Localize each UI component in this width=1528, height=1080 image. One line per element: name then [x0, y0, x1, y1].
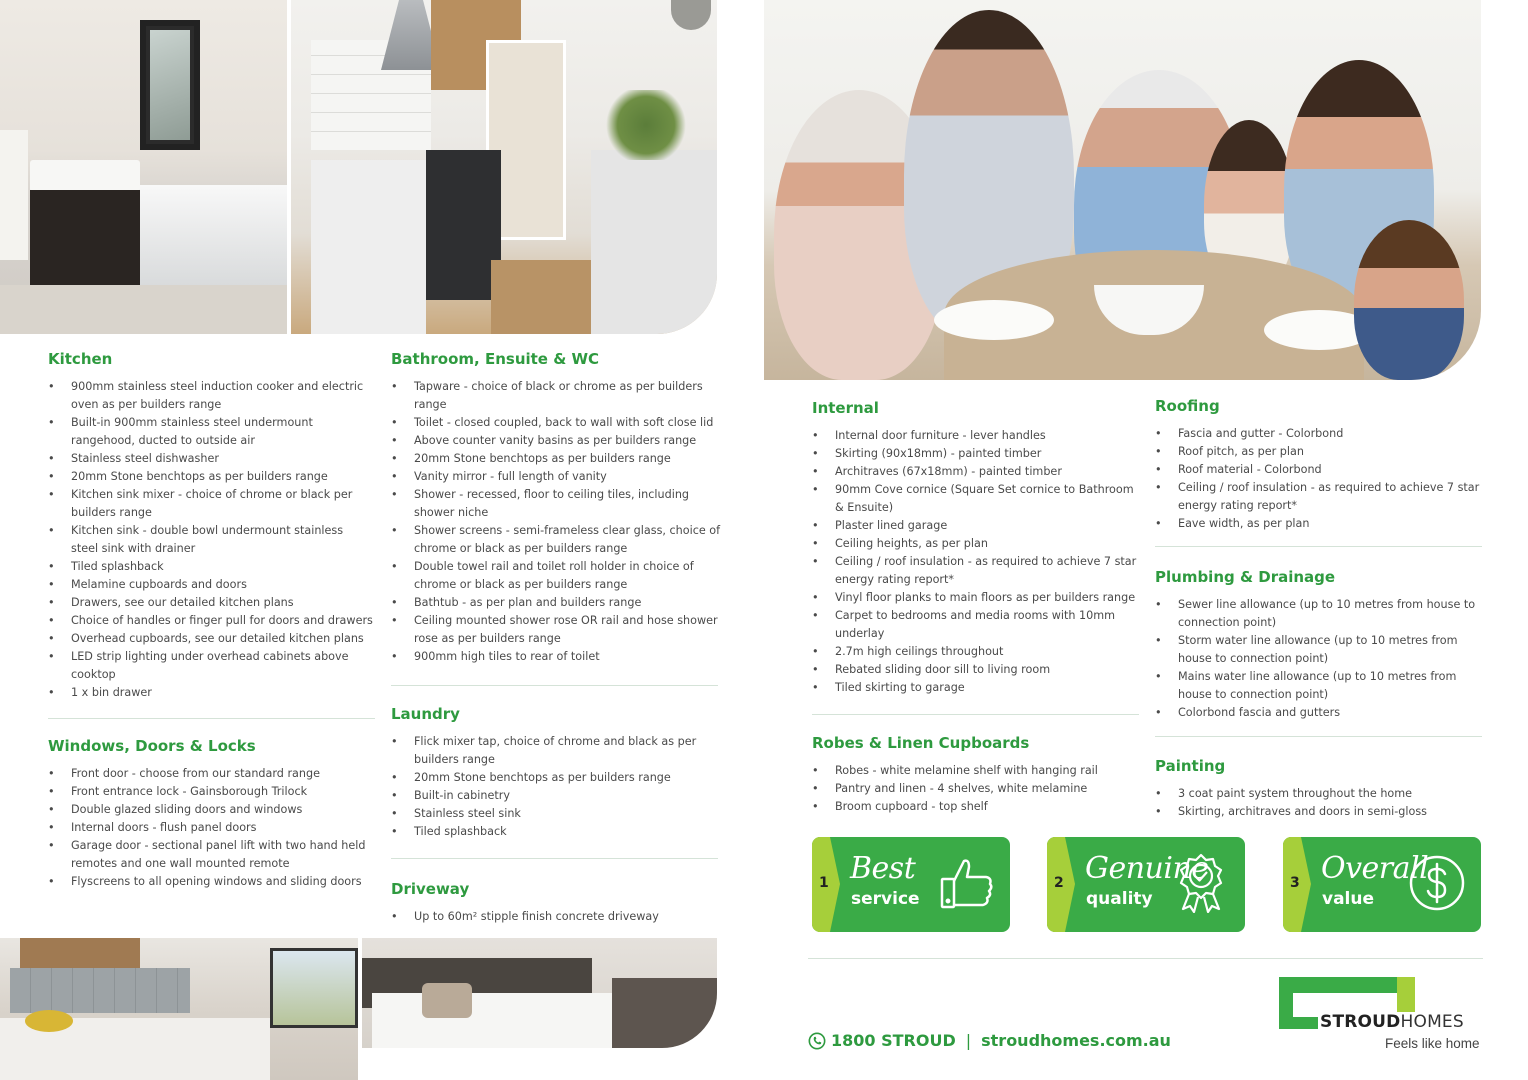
stroud-logo-wordmark: STROUDHOMES [1320, 1012, 1464, 1032]
list-item: • Tiled splashback [48, 558, 373, 576]
robes-list [812, 762, 1137, 816]
list-item: • Tiled skirting to garage [812, 679, 1137, 697]
list-item: • Mains water line allowance (up to 10 metres from house to connection point) [1155, 668, 1483, 704]
family-dining-photo [764, 0, 1481, 380]
section-driveway [391, 880, 721, 926]
roofing-list [1155, 425, 1483, 533]
list-item: • 20mm Stone benchtops as per builders range [391, 450, 721, 468]
list-item: • Stainless steel dishwasher [48, 450, 373, 468]
list-item: • Robes - white melamine shelf with hanging rail [812, 762, 1137, 780]
list-item: • 20mm Stone benchtops as per builders range [391, 769, 721, 787]
list-item: • Broom cupboard - top shelf [812, 798, 1137, 816]
list-item: • Pantry and linen - 4 shelves, white melamine [812, 780, 1137, 798]
bathroom-list [391, 378, 721, 666]
list-item: • Colorbond fascia and gutters [1155, 704, 1483, 722]
badge-word: quality [1086, 889, 1153, 909]
badge-number: 3 [1290, 875, 1300, 891]
list-item: • Built-in 900mm stainless steel undermount rangehood, ducted to outside air [48, 414, 373, 450]
list-item: • Choice of handles or finger pull for doors and drawers [48, 612, 373, 630]
separator: | [965, 1031, 972, 1050]
award-rosette-icon [1171, 853, 1231, 913]
brand-tagline: Feels like home [1385, 1036, 1480, 1051]
list-item: • Eave width, as per plan [1155, 515, 1483, 533]
section-internal [812, 399, 1137, 697]
section-title: Plumbing & Drainage [1155, 568, 1336, 586]
list-item: • Toilet - closed coupled, back to wall with soft close lid [391, 414, 721, 432]
laundry-list [391, 733, 721, 841]
section-kitchen [48, 350, 373, 702]
list-item: • Plaster lined garage [812, 517, 1137, 535]
list-item: • Flick mixer tap, choice of chrome and black as per builders range [391, 733, 721, 769]
section-title: Laundry [391, 705, 460, 723]
list-item: • LED strip lighting under overhead cabinets above cooktop [48, 648, 373, 684]
list-item: • 20mm Stone benchtops as per builders range [48, 468, 373, 486]
divider [812, 714, 1139, 715]
divider [1155, 546, 1482, 547]
list-item: • Flyscreens to all opening windows and sliding doors [48, 873, 373, 891]
list-item: • 900mm stainless steel induction cooker and electric oven as per builders range [48, 378, 373, 414]
section-title: Painting [1155, 757, 1226, 775]
badge-script-text: Genuine [1085, 851, 1209, 886]
list-item: • Internal door furniture - lever handles [812, 427, 1137, 445]
list-item: • Kitchen sink mixer - choice of chrome or black per builders range [48, 486, 373, 522]
badge-script-text: Best [850, 851, 916, 886]
badge-script-text: Overall [1321, 851, 1429, 886]
list-item: • Drawers, see our detailed kitchen plans [48, 594, 373, 612]
list-item: • Skirting (90x18mm) - painted timber [812, 445, 1137, 463]
list-item: • Garage door - sectional panel lift with two hand held remotes and one wall mounted remote [48, 837, 373, 873]
contact-line [808, 1031, 1171, 1050]
list-item: • Ceiling mounted shower rose OR rail and hose shower rose as per builders range [391, 612, 721, 648]
list-item: • Rebated sliding door sill to living room [812, 661, 1137, 679]
bedroom-photo [362, 938, 717, 1048]
list-item: • Double towel rail and toilet roll holder in choice of chrome or black as per builders range [391, 558, 721, 594]
list-item: • Tapware - choice of black or chrome as per builders range [391, 378, 721, 414]
list-item: • Ceiling heights, as per plan [812, 535, 1137, 553]
section-title: Driveway [391, 880, 470, 898]
badge-number: 1 [819, 875, 829, 891]
list-item: • Carpet to bedrooms and media rooms with 10mm underlay [812, 607, 1137, 643]
phone-number[interactable]: 1800 STROUD [831, 1031, 956, 1050]
kitchen-list [48, 378, 373, 702]
section-plumbing-drainage [1155, 568, 1483, 722]
list-item: • Sewer line allowance (up to 10 metres from house to connection point) [1155, 596, 1483, 632]
section-title: Robes & Linen Cupboards [812, 734, 1030, 752]
list-item: • Storm water line allowance (up to 10 metres from house to connection point) [1155, 632, 1483, 668]
kitchen-photo [291, 0, 717, 334]
list-item: • Shower screens - semi-frameless clear glass, choice of chrome or black as per builders range [391, 522, 721, 558]
badge-genuine-quality [1047, 837, 1245, 932]
list-item: • Vinyl floor planks to main floors as per builders range [812, 589, 1137, 607]
list-item: • Front entrance lock - Gainsborough Trilock [48, 783, 373, 801]
list-item: • Bathtub - as per plan and builders range [391, 594, 721, 612]
list-item: • Front door - choose from our standard range [48, 765, 373, 783]
badge-best-service [812, 837, 1010, 932]
list-item: • Above counter vanity basins as per builders range [391, 432, 721, 450]
list-item: • Architraves (67x18mm) - painted timber [812, 463, 1137, 481]
thumbs-up-icon [936, 853, 996, 913]
windows-list [48, 765, 373, 891]
list-item: • Internal doors - flush panel doors [48, 819, 373, 837]
badge-overall-value [1283, 837, 1481, 932]
kitchen-living-photo [0, 938, 358, 1080]
section-bathroom [391, 350, 721, 666]
painting-list [1155, 785, 1483, 821]
list-item: • Up to 60m² stipple finish concrete driveway [391, 908, 721, 926]
section-title: Windows, Doors & Locks [48, 737, 256, 755]
section-title: Internal [812, 399, 879, 417]
bathroom-photo [0, 0, 287, 334]
dollar-circle-icon [1407, 853, 1467, 913]
divider [391, 858, 718, 859]
section-title: Kitchen [48, 350, 113, 368]
badge-number: 2 [1054, 875, 1064, 891]
badge-word: service [851, 889, 920, 909]
list-item: • Stainless steel sink [391, 805, 721, 823]
list-item: • Shower - recessed, floor to ceiling tiles, including shower niche [391, 486, 721, 522]
list-item: • Overhead cupboards, see our detailed kitchen plans [48, 630, 373, 648]
section-laundry [391, 705, 721, 841]
list-item: • 90mm Cove cornice (Square Set cornice to Bathroom & Ensuite) [812, 481, 1137, 517]
list-item: • Roof material - Colorbond [1155, 461, 1483, 479]
list-item: • Skirting, architraves and doors in semi-gloss [1155, 803, 1483, 821]
list-item: • Built-in cabinetry [391, 787, 721, 805]
list-item: • 900mm high tiles to rear of toilet [391, 648, 721, 666]
internal-list [812, 427, 1137, 697]
section-roofing [1155, 397, 1483, 533]
badge-word: value [1322, 889, 1375, 909]
section-robes-linen [812, 734, 1137, 816]
list-item: • Kitchen sink - double bowl undermount stainless steel sink with drainer [48, 522, 373, 558]
list-item: • 1 x bin drawer [48, 684, 373, 702]
section-title: Roofing [1155, 397, 1220, 415]
section-title: Bathroom, Ensuite & WC [391, 350, 600, 368]
list-item: • 2.7m high ceilings throughout [812, 643, 1137, 661]
divider [391, 685, 718, 686]
driveway-list [391, 908, 721, 926]
list-item: • Fascia and gutter - Colorbond [1155, 425, 1483, 443]
plumbing-list [1155, 596, 1483, 722]
website-link[interactable]: stroudhomes.com.au [981, 1031, 1171, 1050]
section-windows-doors-locks [48, 737, 373, 891]
list-item: • Ceiling / roof insulation - as required to achieve 7 star energy rating report* [812, 553, 1137, 589]
list-item: • Double glazed sliding doors and windows [48, 801, 373, 819]
list-item: • Tiled splashback [391, 823, 721, 841]
list-item: • Ceiling / roof insulation - as required to achieve 7 star energy rating report* [1155, 479, 1483, 515]
list-item: • Vanity mirror - full length of vanity [391, 468, 721, 486]
list-item: • 3 coat paint system throughout the home [1155, 785, 1483, 803]
divider [48, 718, 375, 719]
list-item: • Roof pitch, as per plan [1155, 443, 1483, 461]
list-item: • Melamine cupboards and doors [48, 576, 373, 594]
divider [1155, 736, 1482, 737]
phone-icon [808, 1032, 826, 1050]
footer-divider [808, 958, 1483, 959]
section-painting [1155, 757, 1483, 821]
